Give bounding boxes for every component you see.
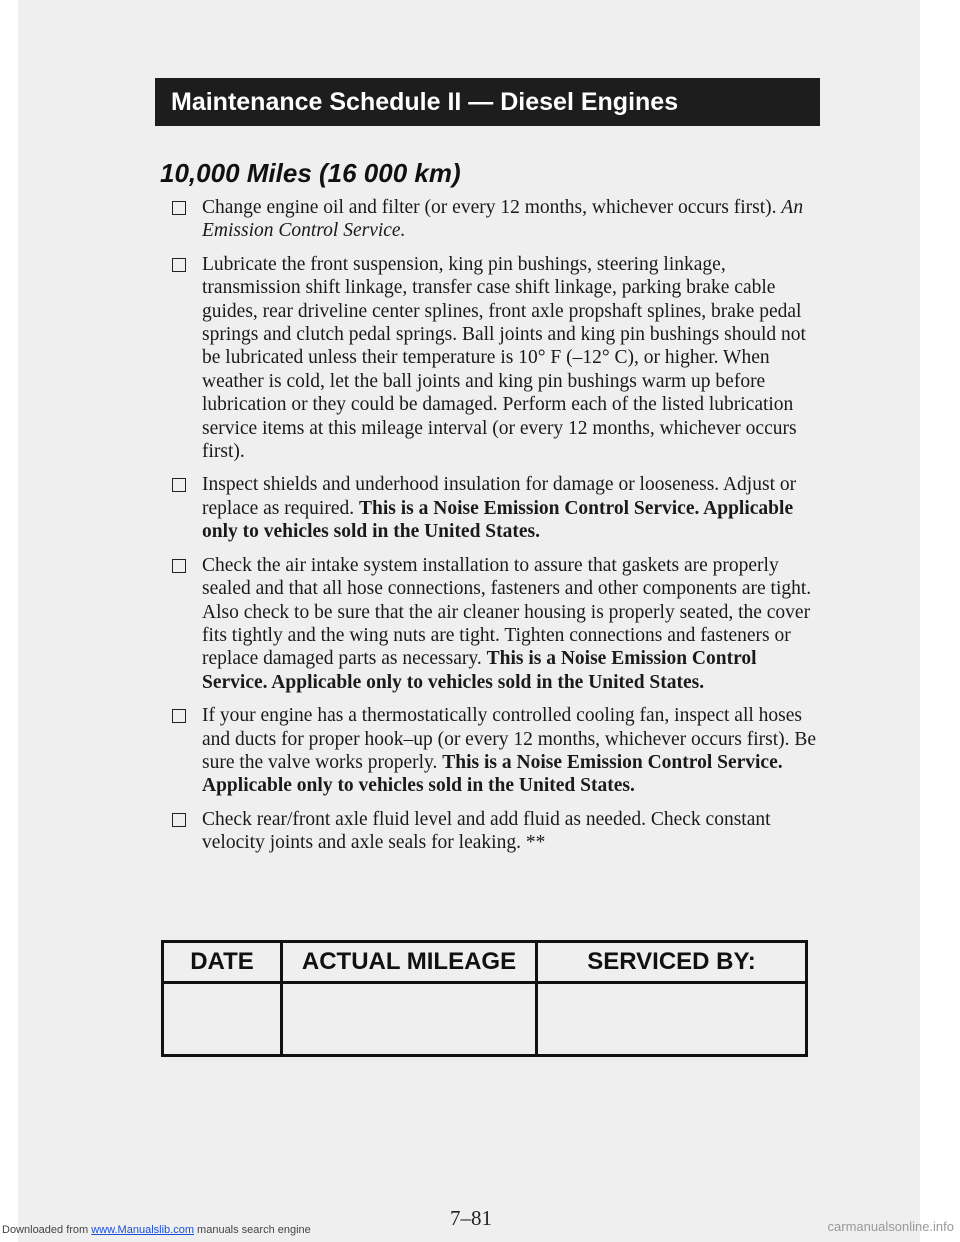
page-number: 7–81 — [450, 1206, 492, 1230]
table-header-row — [163, 942, 807, 983]
item-text: If your engine has a thermostatically controlled cooling fan, inspect all hoses and ducts for proper hook–up (or every 12 months, whichever occurs first). Be sure the valve works properly. — [202, 705, 817, 773]
date-entry-cell[interactable] — [163, 983, 282, 1056]
header-bar — [155, 78, 820, 126]
maintenance-item — [172, 253, 820, 464]
column-header-actual-mileage: ACTUAL MILEAGE — [282, 942, 537, 983]
item-text: Inspect shields and underhood insulation for damage or looseness. Adjust or replace as required. — [202, 474, 797, 519]
maintenance-item — [172, 554, 820, 694]
footer-suffix: manuals search engine — [197, 1224, 311, 1236]
service-log-table — [161, 940, 808, 1057]
item-text: Change engine oil and filter (or every 12 months, whichever occurs first). — [202, 197, 782, 218]
item-bold-note: This is a Noise Emission Control Service. Applicable only to vehicles sold in the United States. — [202, 648, 757, 693]
mileage-entry-cell[interactable] — [282, 983, 537, 1056]
section-title: 10,000 Miles (16 000 km) — [160, 158, 461, 188]
footer-prefix: Downloaded from — [2, 1224, 89, 1236]
maintenance-item — [172, 196, 820, 243]
item-text: Lubricate the front suspension, king pin bushings, steering linkage, transmission shift linkage, transfer case shift linkage, parking brake cable guides, rear driveline center splines, front axle propshaft splines, brake pedal springs and clutch pedal springs. Ball joints and king pin bushings should not be lubricated unless their temperature is 10° F (–12° C), or higher. When weather is cold, let the ball joints and king pin bushings warm up before lubrication or they could be damaged. Perform each of the listed lubrication service items at this mileage interval (or every 12 months, whichever occurs first). — [202, 253, 806, 463]
checkbox-icon[interactable] — [172, 709, 186, 723]
item-text: Check rear/front axle fluid level and add fluid as needed. Check constant velocity joints and axle seals for leaking. ** — [202, 808, 771, 854]
watermark: carmanualsonline.info — [827, 1219, 954, 1234]
checkbox-icon[interactable] — [172, 258, 186, 272]
column-header-serviced-by: SERVICED BY: — [537, 942, 807, 983]
maintenance-item — [172, 704, 820, 798]
table-row — [163, 983, 807, 1056]
checkbox-icon[interactable] — [172, 478, 186, 492]
column-header-date: DATE — [163, 942, 282, 983]
manualslib-link[interactable]: www.Manualslib.com — [91, 1224, 194, 1236]
item-text: Check the air intake system installation to assure that gaskets are properly sealed and that all hose connections, fasteners and other components are tight. Also check to be sure that the air cleaner housing is properly seated, the cover fits tightly and the wing nuts are tight. Tighten connections and fasteners or replace damaged parts as necessary. — [202, 554, 812, 670]
checkbox-icon[interactable] — [172, 201, 186, 215]
item-bold-note: This is a Noise Emission Control Service. Applicable only to vehicles sold in the United States. — [202, 497, 794, 543]
checkbox-icon[interactable] — [172, 813, 186, 827]
maintenance-item-list — [172, 196, 820, 865]
item-italic-note: An Emission Control Service. — [202, 197, 804, 242]
serviced-by-entry-cell[interactable] — [537, 983, 807, 1056]
checkbox-icon[interactable] — [172, 559, 186, 573]
item-bold-note: This is a Noise Emission Control Service. Applicable only to vehicles sold in the United States. — [202, 751, 783, 797]
maintenance-item — [172, 473, 820, 543]
download-footer — [2, 1224, 311, 1236]
header-title: Maintenance Schedule II — Diesel Engines — [171, 87, 679, 116]
maintenance-item — [172, 808, 820, 855]
